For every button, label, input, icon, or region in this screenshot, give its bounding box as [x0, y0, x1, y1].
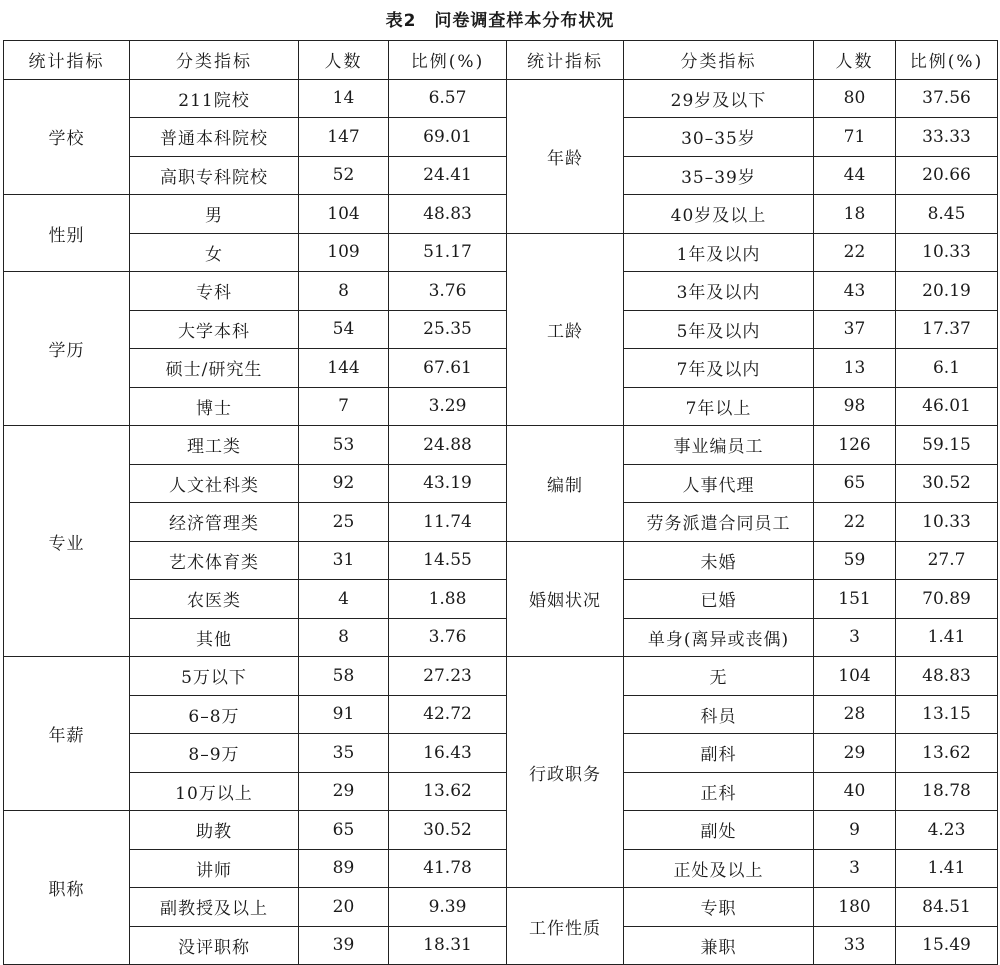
left-category-cell: 专科 [130, 272, 299, 311]
left-ratio-cell: 30.52 [389, 811, 507, 850]
right-ratio-cell: 33.33 [896, 118, 998, 157]
right-count-cell: 40 [814, 772, 896, 811]
left-category-cell: 高职专科院校 [130, 156, 299, 195]
left-ratio-cell: 6.57 [389, 79, 507, 118]
right-group-label: 工龄 [507, 233, 624, 426]
right-category-cell: 正处及以上 [624, 849, 814, 888]
right-category-cell: 未婚 [624, 541, 814, 580]
right-ratio-cell: 13.62 [896, 734, 998, 773]
left-count-cell: 92 [299, 464, 389, 503]
left-ratio-cell: 14.55 [389, 541, 507, 580]
table-row [4, 503, 998, 542]
table-row [4, 464, 998, 503]
right-count-cell: 59 [814, 541, 896, 580]
sample-distribution-table [3, 40, 998, 965]
left-category-cell: 副教授及以上 [130, 888, 299, 927]
table-row [4, 426, 998, 465]
right-ratio-cell: 84.51 [896, 888, 998, 927]
left-group-label: 性别 [4, 195, 130, 272]
left-ratio-cell: 27.23 [389, 657, 507, 696]
table-row [4, 233, 998, 272]
right-count-cell: 18 [814, 195, 896, 234]
left-ratio-cell: 24.41 [389, 156, 507, 195]
right-category-cell: 7年及以内 [624, 349, 814, 388]
left-group-label: 学历 [4, 272, 130, 426]
table-row [4, 618, 998, 657]
right-category-cell: 兼职 [624, 926, 814, 965]
header-ratio-left: 比例(%) [389, 41, 507, 80]
right-category-cell: 正科 [624, 772, 814, 811]
left-count-cell: 4 [299, 580, 389, 619]
left-ratio-cell: 13.62 [389, 772, 507, 811]
left-category-cell: 普通本科院校 [130, 118, 299, 157]
left-count-cell: 104 [299, 195, 389, 234]
right-ratio-cell: 1.41 [896, 618, 998, 657]
left-count-cell: 29 [299, 772, 389, 811]
right-category-cell: 副科 [624, 734, 814, 773]
table-body [4, 79, 998, 965]
left-ratio-cell: 16.43 [389, 734, 507, 773]
left-count-cell: 14 [299, 79, 389, 118]
left-count-cell: 58 [299, 657, 389, 696]
header-stat-indicator-right: 统计指标 [507, 41, 624, 80]
left-group-label: 学校 [4, 79, 130, 195]
right-count-cell: 71 [814, 118, 896, 157]
right-count-cell: 29 [814, 734, 896, 773]
right-count-cell: 44 [814, 156, 896, 195]
right-ratio-cell: 20.66 [896, 156, 998, 195]
right-ratio-cell: 17.37 [896, 310, 998, 349]
left-category-cell: 农医类 [130, 580, 299, 619]
left-count-cell: 52 [299, 156, 389, 195]
header-row [4, 41, 998, 80]
right-count-cell: 151 [814, 580, 896, 619]
right-ratio-cell: 70.89 [896, 580, 998, 619]
table-row [4, 541, 998, 580]
right-category-cell: 已婚 [624, 580, 814, 619]
right-category-cell: 劳务派遣合同员工 [624, 503, 814, 542]
right-group-label: 婚姻状况 [507, 541, 624, 657]
left-category-cell: 8–9万 [130, 734, 299, 773]
left-count-cell: 89 [299, 849, 389, 888]
left-ratio-cell: 11.74 [389, 503, 507, 542]
table-caption: 表2 问卷调查样本分布状况 [385, 11, 615, 31]
right-ratio-cell: 48.83 [896, 657, 998, 696]
right-category-cell: 无 [624, 657, 814, 696]
right-group-label: 工作性质 [507, 888, 624, 965]
left-group-label: 专业 [4, 426, 130, 657]
left-ratio-cell: 1.88 [389, 580, 507, 619]
left-category-cell: 理工类 [130, 426, 299, 465]
left-count-cell: 53 [299, 426, 389, 465]
right-ratio-cell: 18.78 [896, 772, 998, 811]
right-count-cell: 37 [814, 310, 896, 349]
right-count-cell: 33 [814, 926, 896, 965]
left-count-cell: 144 [299, 349, 389, 388]
left-ratio-cell: 48.83 [389, 195, 507, 234]
right-ratio-cell: 20.19 [896, 272, 998, 311]
left-count-cell: 25 [299, 503, 389, 542]
right-ratio-cell: 46.01 [896, 387, 998, 426]
left-category-cell: 女 [130, 233, 299, 272]
right-category-cell: 人事代理 [624, 464, 814, 503]
left-ratio-cell: 67.61 [389, 349, 507, 388]
left-category-cell: 没评职称 [130, 926, 299, 965]
left-count-cell: 91 [299, 695, 389, 734]
left-count-cell: 65 [299, 811, 389, 850]
right-category-cell: 29岁及以下 [624, 79, 814, 118]
table-row [4, 926, 998, 965]
left-category-cell: 人文社科类 [130, 464, 299, 503]
left-ratio-cell: 69.01 [389, 118, 507, 157]
left-count-cell: 35 [299, 734, 389, 773]
left-count-cell: 8 [299, 272, 389, 311]
right-count-cell: 28 [814, 695, 896, 734]
right-category-cell: 3年及以内 [624, 272, 814, 311]
right-count-cell: 22 [814, 503, 896, 542]
left-ratio-cell: 43.19 [389, 464, 507, 503]
header-ratio-right: 比例(%) [896, 41, 998, 80]
table-row [4, 657, 998, 696]
table-row [4, 156, 998, 195]
right-ratio-cell: 59.15 [896, 426, 998, 465]
right-category-cell: 7年以上 [624, 387, 814, 426]
header-count-right: 人数 [814, 41, 896, 80]
right-category-cell: 单身(离异或丧偶) [624, 618, 814, 657]
right-count-cell: 43 [814, 272, 896, 311]
right-category-cell: 40岁及以上 [624, 195, 814, 234]
left-category-cell: 讲师 [130, 849, 299, 888]
right-ratio-cell: 37.56 [896, 79, 998, 118]
left-count-cell: 31 [299, 541, 389, 580]
header-category-right: 分类指标 [624, 41, 814, 80]
table-row [4, 695, 998, 734]
left-ratio-cell: 18.31 [389, 926, 507, 965]
right-ratio-cell: 15.49 [896, 926, 998, 965]
table-row [4, 195, 998, 234]
left-category-cell: 大学本科 [130, 310, 299, 349]
right-count-cell: 98 [814, 387, 896, 426]
left-ratio-cell: 9.39 [389, 888, 507, 927]
right-ratio-cell: 6.1 [896, 349, 998, 388]
left-category-cell: 10万以上 [130, 772, 299, 811]
right-ratio-cell: 13.15 [896, 695, 998, 734]
left-category-cell: 博士 [130, 387, 299, 426]
table-row [4, 888, 998, 927]
right-count-cell: 180 [814, 888, 896, 927]
left-ratio-cell: 3.76 [389, 272, 507, 311]
table-row [4, 118, 998, 157]
right-count-cell: 126 [814, 426, 896, 465]
right-count-cell: 3 [814, 618, 896, 657]
left-count-cell: 109 [299, 233, 389, 272]
right-count-cell: 3 [814, 849, 896, 888]
table-row [4, 811, 998, 850]
table-row [4, 79, 998, 118]
table-row [4, 272, 998, 311]
right-category-cell: 35–39岁 [624, 156, 814, 195]
right-group-label: 年龄 [507, 79, 624, 233]
table-row [4, 349, 998, 388]
right-category-cell: 30–35岁 [624, 118, 814, 157]
left-ratio-cell: 25.35 [389, 310, 507, 349]
header-category-left: 分类指标 [130, 41, 299, 80]
left-count-cell: 20 [299, 888, 389, 927]
right-ratio-cell: 27.7 [896, 541, 998, 580]
table-row [4, 772, 998, 811]
right-ratio-cell: 4.23 [896, 811, 998, 850]
left-category-cell: 6–8万 [130, 695, 299, 734]
right-count-cell: 22 [814, 233, 896, 272]
header-stat-indicator-left: 统计指标 [4, 41, 130, 80]
table-row [4, 734, 998, 773]
right-category-cell: 5年及以内 [624, 310, 814, 349]
left-category-cell: 其他 [130, 618, 299, 657]
left-group-label: 职称 [4, 811, 130, 965]
left-ratio-cell: 51.17 [389, 233, 507, 272]
right-ratio-cell: 1.41 [896, 849, 998, 888]
left-category-cell: 助教 [130, 811, 299, 850]
left-ratio-cell: 42.72 [389, 695, 507, 734]
right-category-cell: 事业编员工 [624, 426, 814, 465]
header-count-left: 人数 [299, 41, 389, 80]
right-ratio-cell: 10.33 [896, 503, 998, 542]
left-count-cell: 39 [299, 926, 389, 965]
left-ratio-cell: 41.78 [389, 849, 507, 888]
right-category-cell: 1年及以内 [624, 233, 814, 272]
right-ratio-cell: 10.33 [896, 233, 998, 272]
right-group-label: 编制 [507, 426, 624, 542]
left-count-cell: 8 [299, 618, 389, 657]
right-category-cell: 科员 [624, 695, 814, 734]
right-ratio-cell: 8.45 [896, 195, 998, 234]
left-category-cell: 男 [130, 195, 299, 234]
left-ratio-cell: 3.76 [389, 618, 507, 657]
right-count-cell: 65 [814, 464, 896, 503]
left-ratio-cell: 3.29 [389, 387, 507, 426]
table-row [4, 849, 998, 888]
left-category-cell: 艺术体育类 [130, 541, 299, 580]
left-count-cell: 54 [299, 310, 389, 349]
right-category-cell: 副处 [624, 811, 814, 850]
left-category-cell: 5万以下 [130, 657, 299, 696]
left-group-label: 年薪 [4, 657, 130, 811]
left-category-cell: 经济管理类 [130, 503, 299, 542]
table-row [4, 310, 998, 349]
right-group-label: 行政职务 [507, 657, 624, 888]
right-count-cell: 13 [814, 349, 896, 388]
right-count-cell: 9 [814, 811, 896, 850]
right-ratio-cell: 30.52 [896, 464, 998, 503]
table-row [4, 387, 998, 426]
left-count-cell: 7 [299, 387, 389, 426]
left-category-cell: 211院校 [130, 79, 299, 118]
left-category-cell: 硕士/研究生 [130, 349, 299, 388]
table-row [4, 580, 998, 619]
right-category-cell: 专职 [624, 888, 814, 927]
right-count-cell: 104 [814, 657, 896, 696]
right-count-cell: 80 [814, 79, 896, 118]
left-ratio-cell: 24.88 [389, 426, 507, 465]
left-count-cell: 147 [299, 118, 389, 157]
